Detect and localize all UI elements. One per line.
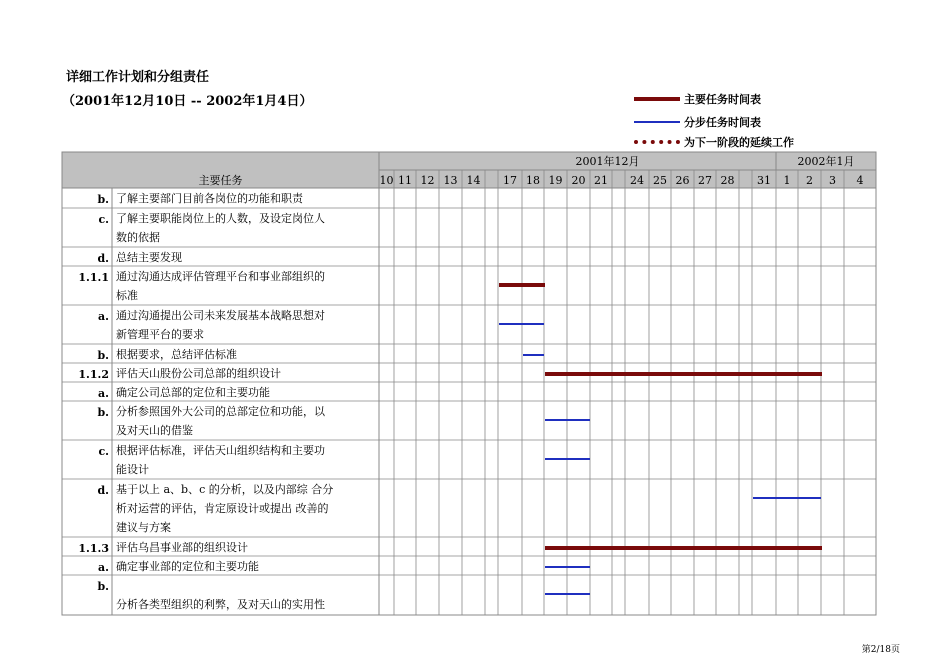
legend-label: 为下一阶段的延续工作 bbox=[684, 136, 794, 149]
day-label: 25 bbox=[653, 174, 667, 187]
task-id: b. bbox=[97, 580, 109, 593]
task-description: 评估乌昌事业部的组织设计 bbox=[116, 541, 248, 554]
month-label: 2002年1月 bbox=[797, 155, 855, 168]
task-description: 析对运营的评估，肯定原设计或提出 改善的 bbox=[116, 502, 329, 515]
task-description: 评估天山股份公司总部的组织设计 bbox=[116, 367, 281, 380]
page-subtitle: （2001年12月10日 -- 2002年1月4日） bbox=[62, 94, 313, 109]
page-title: 详细工作计划和分组责任 bbox=[66, 70, 210, 85]
task-id: c. bbox=[98, 445, 109, 458]
task-id: c. bbox=[98, 213, 109, 226]
day-label: 27 bbox=[698, 174, 712, 187]
task-id: d. bbox=[97, 484, 109, 497]
task-id: b. bbox=[97, 349, 109, 362]
day-label: 24 bbox=[630, 174, 644, 187]
task-description: 根据要求，总结评估标准 bbox=[116, 348, 237, 361]
task-description: 了解主要部门目前各岗位的功能和职责 bbox=[116, 192, 303, 205]
day-label: 10 bbox=[379, 174, 394, 187]
task-id: 1.1.3 bbox=[78, 542, 109, 555]
legend-label: 分步任务时间表 bbox=[684, 116, 761, 129]
task-column-header: 主要任务 bbox=[198, 174, 243, 187]
task-description: 分析各类型组织的利弊，及对天山的实用性 bbox=[116, 598, 325, 611]
day-label: 3 bbox=[829, 174, 836, 187]
task-description: 根据评估标准，评估天山组织结构和主要功 bbox=[116, 444, 325, 457]
task-id: 1.1.1 bbox=[78, 271, 109, 284]
task-description: 及对天山的借鉴 bbox=[116, 424, 193, 437]
task-description: 新管理平台的要求 bbox=[116, 328, 204, 341]
task-id: 1.1.2 bbox=[78, 368, 109, 381]
day-label: 26 bbox=[675, 174, 690, 187]
task-description: 标准 bbox=[116, 289, 138, 302]
day-label: 14 bbox=[466, 174, 481, 187]
task-description: 确定公司总部的定位和主要功能 bbox=[116, 386, 270, 399]
day-label: 21 bbox=[594, 174, 608, 187]
task-id: b. bbox=[97, 406, 109, 419]
day-label: 13 bbox=[443, 174, 458, 187]
task-id: a. bbox=[98, 387, 109, 400]
task-description: 通过沟通提出公司未来发展基本战略思想对 bbox=[116, 309, 325, 322]
month-label: 2001年12月 bbox=[575, 155, 640, 168]
task-description: 基于以上 a、b、c 的分析，以及内部综 合分 bbox=[116, 483, 334, 496]
task-description: 建议与方案 bbox=[116, 521, 171, 534]
day-label: 20 bbox=[571, 174, 586, 187]
task-description: 总结主要发现 bbox=[116, 251, 182, 264]
task-description: 能设计 bbox=[116, 463, 149, 476]
day-label: 4 bbox=[856, 174, 864, 187]
task-id: a. bbox=[98, 561, 109, 574]
task-description: 了解主要职能岗位上的人数，及设定岗位人 bbox=[116, 212, 325, 225]
task-description: 确定事业部的定位和主要功能 bbox=[116, 560, 259, 573]
legend-label: 主要任务时间表 bbox=[684, 93, 761, 106]
task-id: b. bbox=[97, 193, 109, 206]
day-label: 11 bbox=[398, 174, 412, 187]
day-label: 1 bbox=[783, 174, 791, 187]
page-number: 第2/18页 bbox=[861, 645, 900, 655]
task-id: d. bbox=[97, 252, 109, 265]
day-label: 19 bbox=[548, 174, 563, 187]
task-description: 数的依据 bbox=[116, 231, 160, 244]
day-label: 2 bbox=[806, 174, 813, 187]
day-label: 28 bbox=[720, 174, 735, 187]
day-label: 17 bbox=[503, 174, 517, 187]
task-description: 通过沟通达成评估管理平台和事业部组织的 bbox=[116, 270, 325, 283]
task-id: a. bbox=[98, 310, 109, 323]
day-label: 18 bbox=[526, 174, 540, 187]
day-label: 12 bbox=[420, 174, 435, 187]
task-description: 分析参照国外大公司的总部定位和功能，以 bbox=[116, 405, 325, 418]
day-label: 31 bbox=[757, 174, 771, 187]
